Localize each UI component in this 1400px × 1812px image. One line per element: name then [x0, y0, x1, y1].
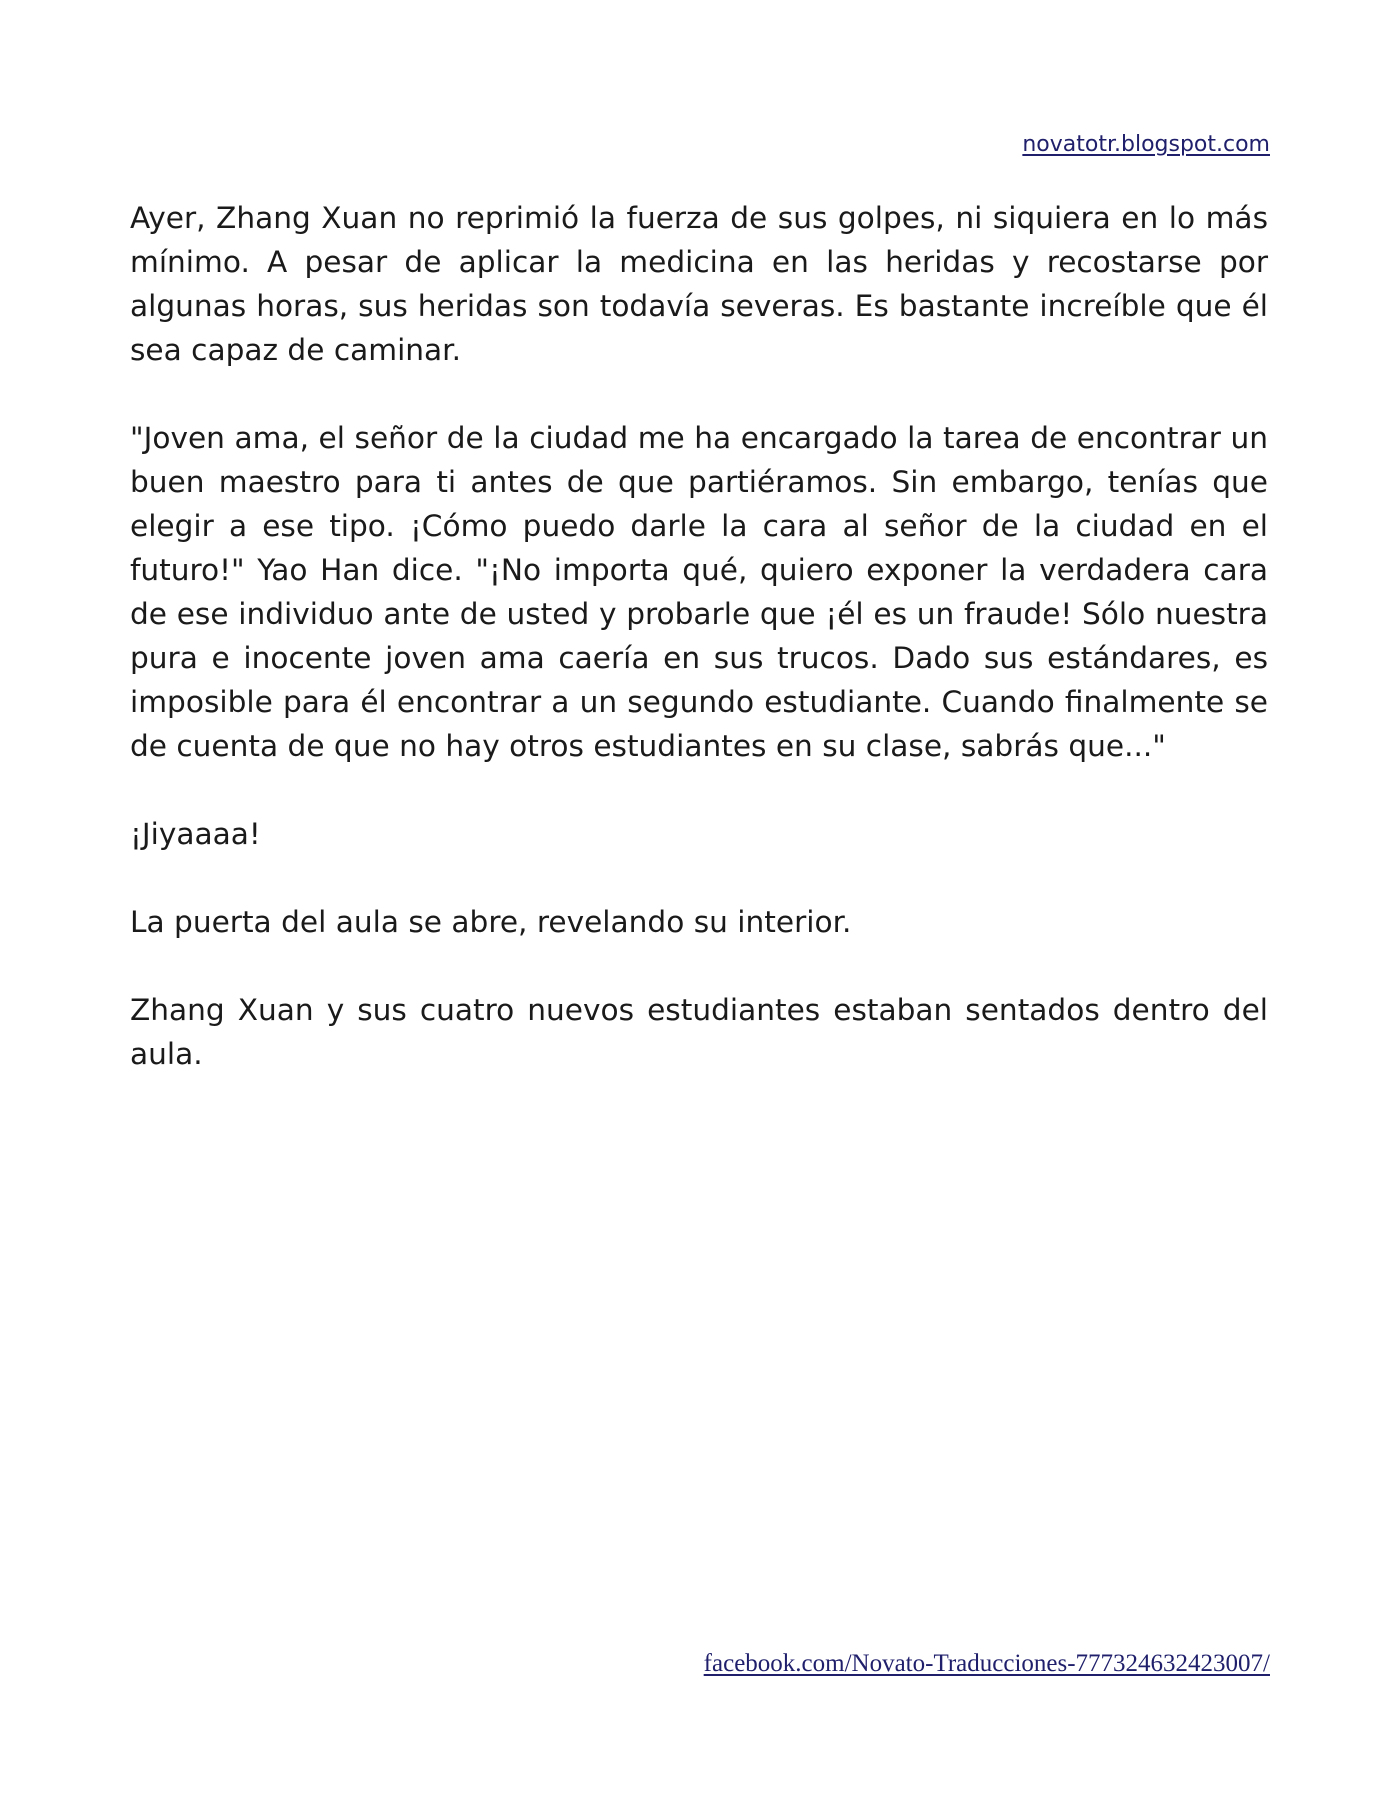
paragraph-5: Zhang Xuan y sus cuatro nuevos estudiantes estaban sentados dentro del aula. — [130, 993, 1268, 1071]
facebook-link[interactable]: facebook.com/Novato-Traducciones-777324632423007/ — [703, 1650, 1270, 1677]
blog-link[interactable]: novatotr.blogspot.com — [1022, 132, 1270, 157]
paragraph-3: ¡Jiyaaaa! — [130, 817, 261, 851]
paragraph-2: "Joven ama, el señor de la ciudad me ha encargado la tarea de encontrar un buen maestro para ti antes de que partiéramos. Sin embargo, tenías que elegir a ese tipo. ¡Cómo puedo darle la cara al señor de la ciudad en el futuro!" Yao Han dice. "¡No importa qué, quiero exponer la verdadera cara de ese individuo ante de usted y probarle que ¡él es un fraude! Sólo nuestra pura e inocente joven ama caería en sus trucos. Dado sus estándares, es imposible para él encontrar a un segundo estudiante. Cuando finalmente se de cuenta de que no hay otros estudiantes en su clase, sabrás que..." — [130, 421, 1268, 763]
paragraph-1: Ayer, Zhang Xuan no reprimió la fuerza de sus golpes, ni siquiera en lo más mínimo. A pesar de aplicar la medicina en las heridas y recostarse por algunas horas, sus heridas son todavía severas. Es bastante increíble que él sea capaz de caminar. — [130, 201, 1268, 367]
body-text — [130, 196, 1268, 1120]
paragraph-4: La puerta del aula se abre, revelando su interior. — [130, 905, 852, 939]
